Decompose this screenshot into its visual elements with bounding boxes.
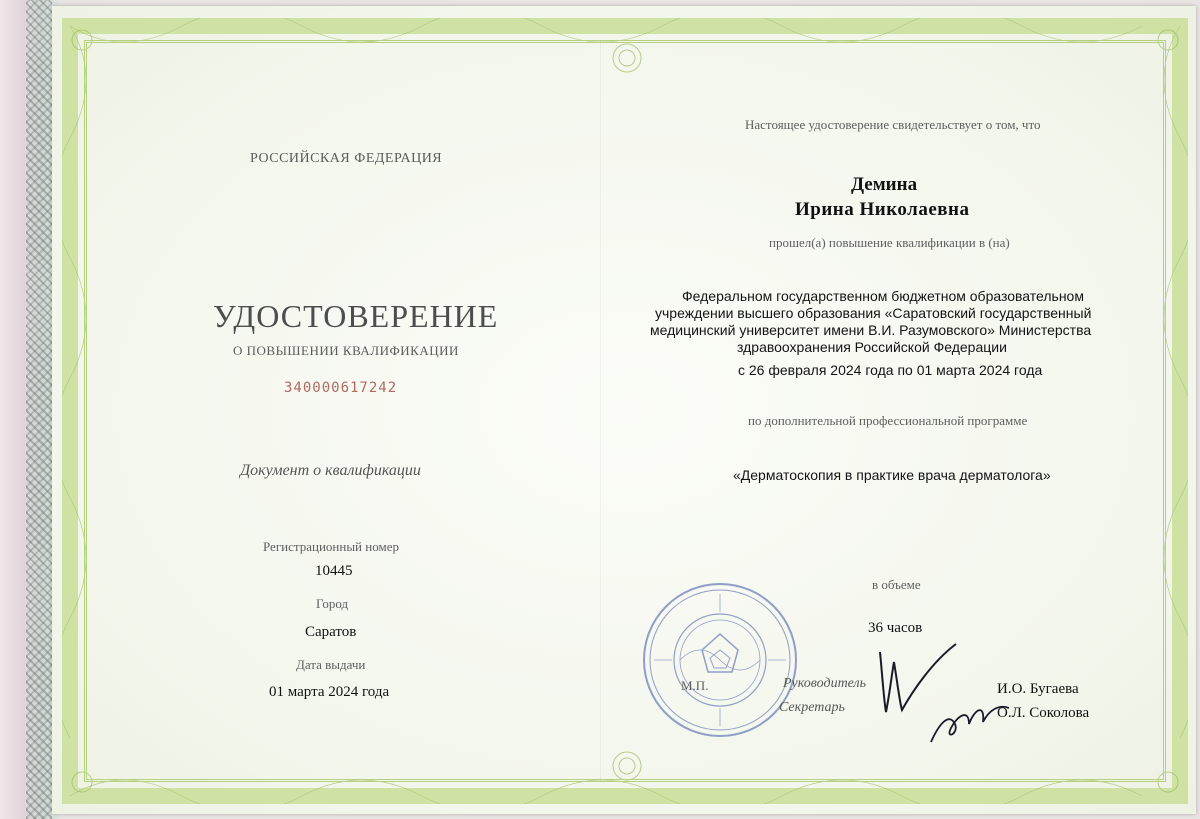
stamp-place-label: М.П. xyxy=(681,678,709,693)
program-label: по дополнительной профессиональной программе xyxy=(748,413,1028,428)
program-name: «Дерматоскопия в практике врача дерматолога» xyxy=(733,467,1051,483)
study-period: с 26 февраля 2024 года по 01 марта 2024 года xyxy=(738,362,1043,378)
reg-number-value: 10445 xyxy=(315,563,353,579)
reg-number-label: Регистрационный номер xyxy=(263,539,399,554)
country-heading: РОССИЙСКАЯ ФЕДЕРАЦИЯ xyxy=(250,151,443,166)
secretary-label: Секретарь xyxy=(779,700,845,715)
issue-date-label: Дата выдачи xyxy=(296,657,366,672)
holder-name: Ирина Николаевна xyxy=(795,199,970,220)
document-title: УДОСТОВЕРЕНИЕ xyxy=(213,298,499,334)
passed-text: прошел(а) повышение квалификации в (на) xyxy=(769,235,1010,250)
document-type: Документ о квалификации xyxy=(240,462,421,479)
org-line-2: учреждении высшего образования «Саратовский государственный xyxy=(655,305,1092,321)
volume-value: 36 часов xyxy=(868,620,923,636)
intro-text: Настоящее удостоверение свидетельствует о том, что xyxy=(745,117,1041,132)
center-fold xyxy=(600,40,601,782)
head-label: Руководитель xyxy=(783,676,867,691)
left-edge-strip xyxy=(0,0,60,819)
official-stamp xyxy=(640,580,800,740)
inner-border xyxy=(84,40,1166,782)
secretary-signature-icon xyxy=(925,694,1015,750)
city-label: Город xyxy=(316,596,349,611)
document-subtitle: О ПОВЫШЕНИИ КВАЛИФИКАЦИИ xyxy=(233,343,459,358)
serial-number: 340000617242 xyxy=(284,380,398,396)
org-line-1: Федеральном государственном бюджетном образовательном xyxy=(682,288,1084,304)
org-line-4: здравоохранения Российской Федерации xyxy=(737,339,1007,355)
org-line-3: медицинский университет имени В.И. Разумовского» Министерства xyxy=(650,322,1092,338)
issue-date-value: 01 марта 2024 года xyxy=(269,684,390,700)
secretary-name: О.Л. Соколова xyxy=(997,705,1090,721)
head-name: И.О. Бугаева xyxy=(997,681,1079,697)
city-value: Саратов xyxy=(305,624,357,640)
volume-label: в объеме xyxy=(872,577,921,592)
holder-surname: Демина xyxy=(851,174,918,195)
